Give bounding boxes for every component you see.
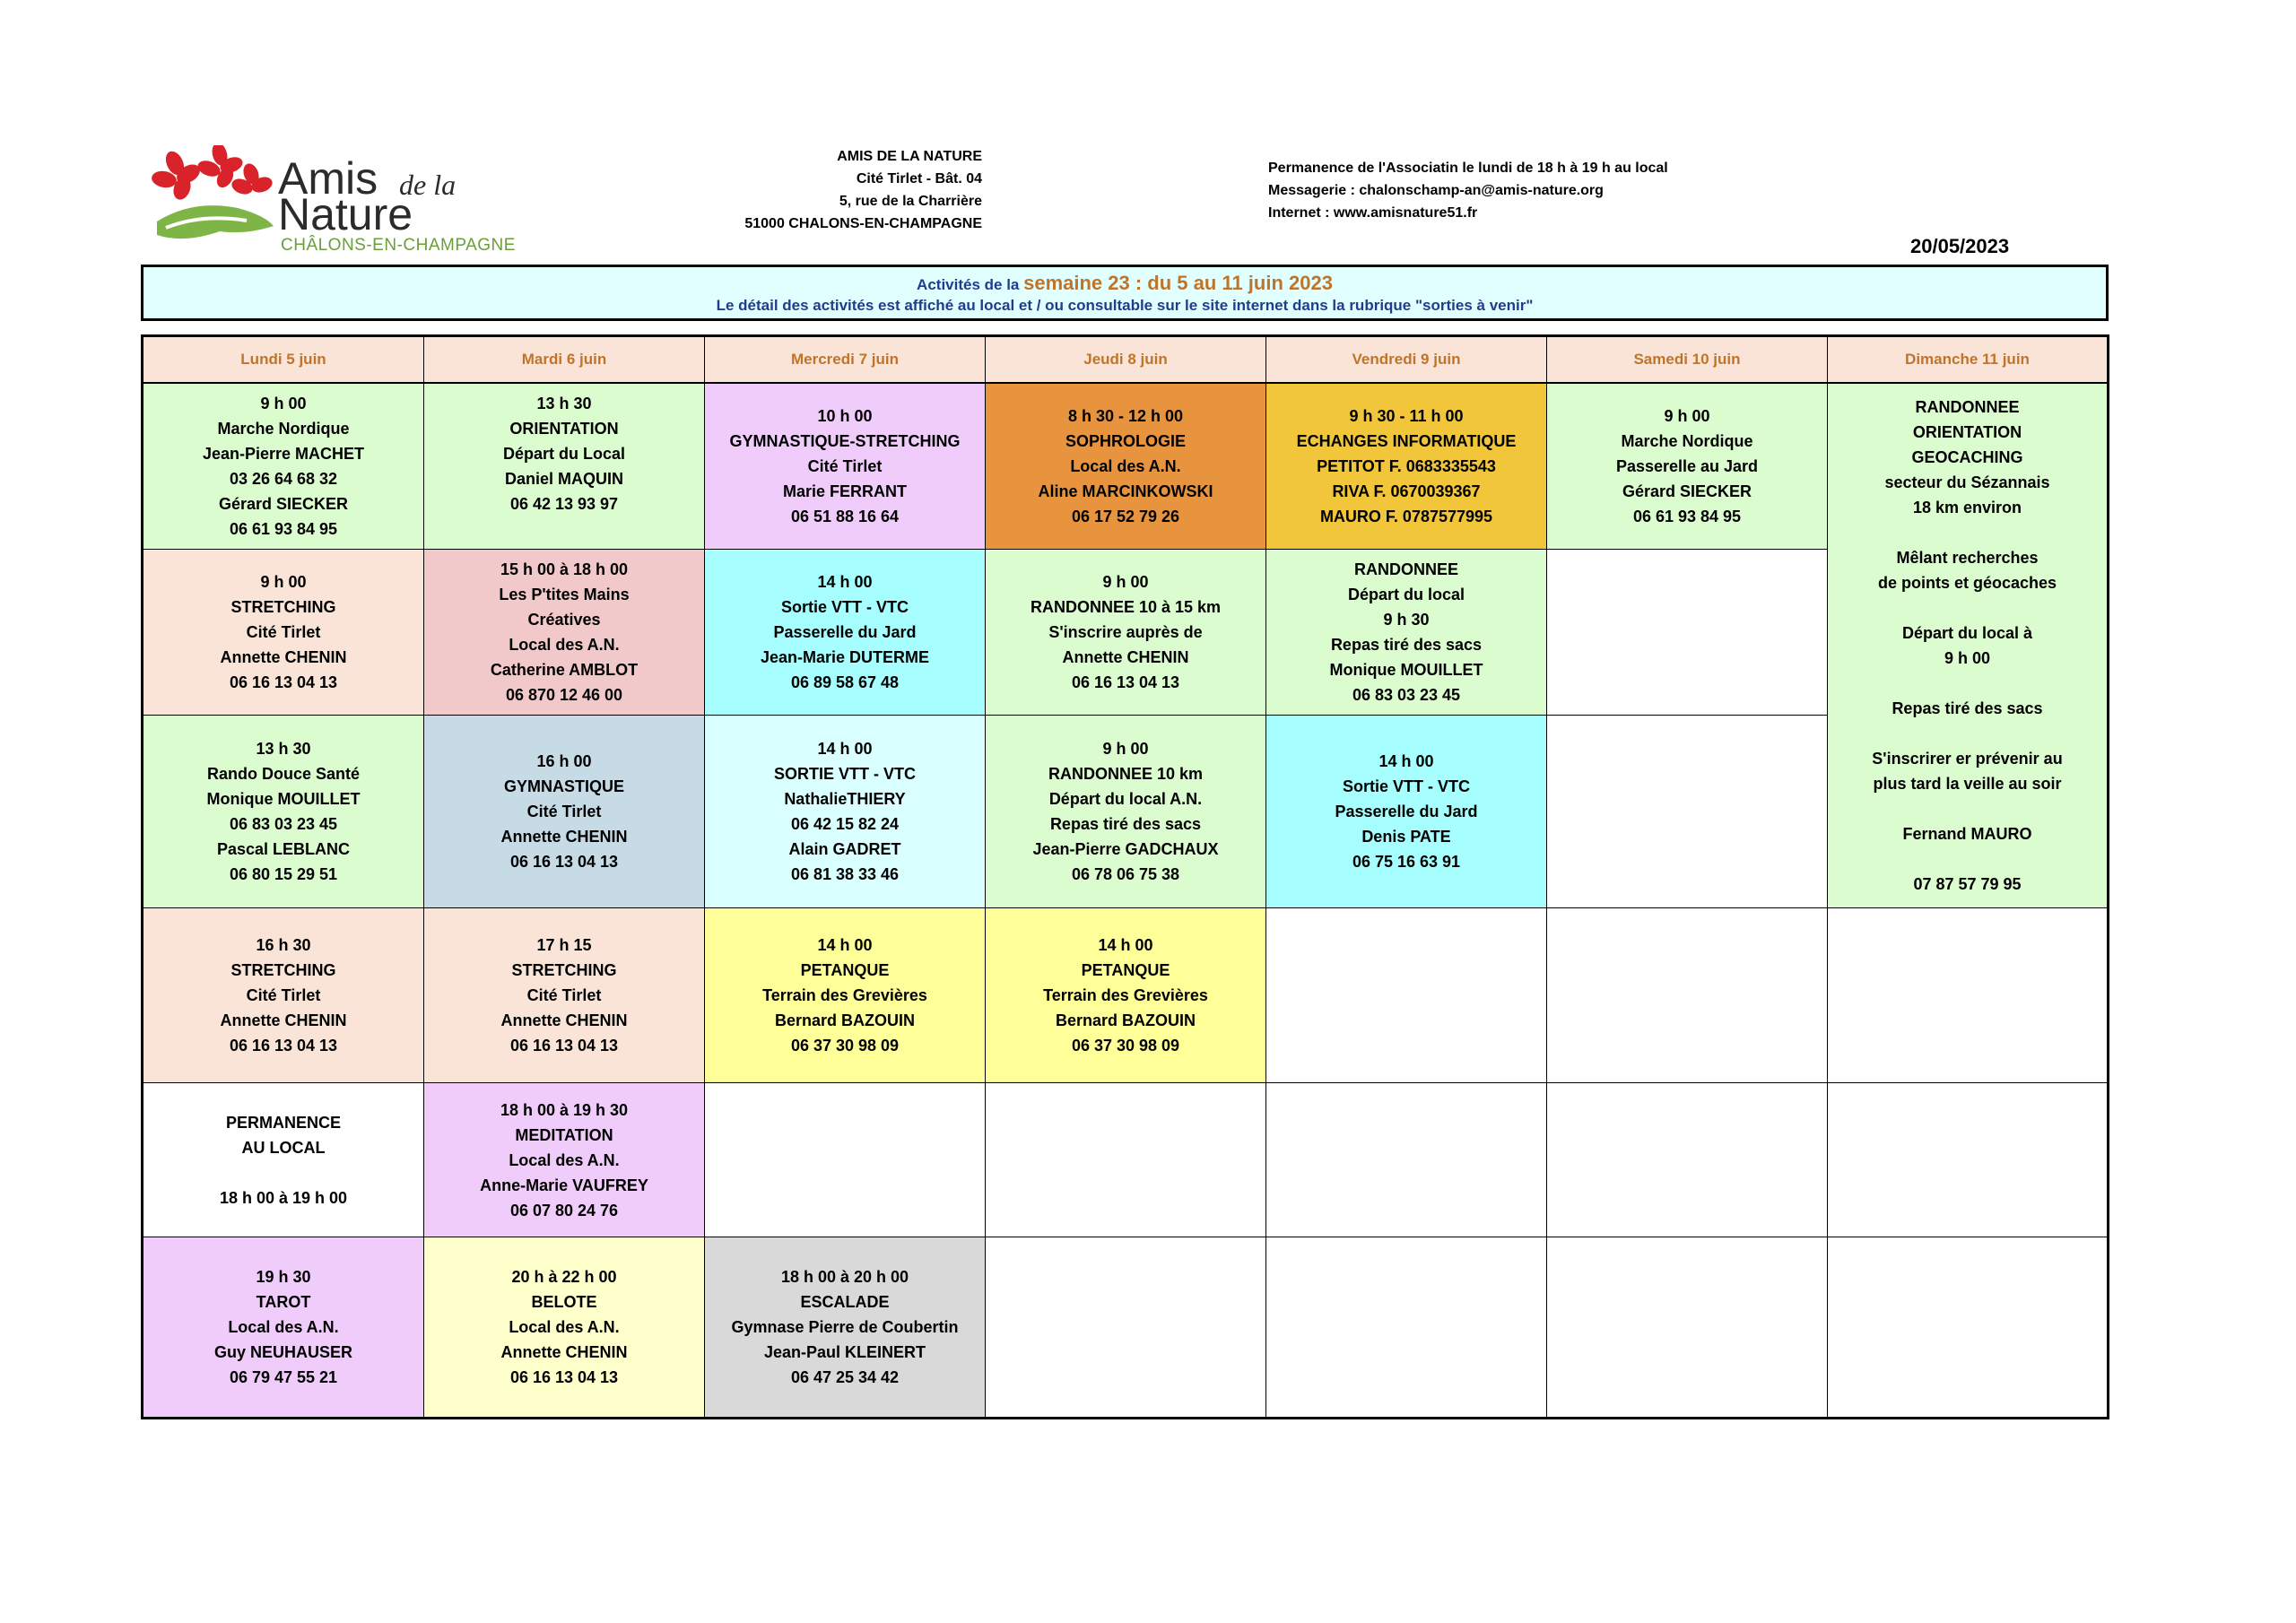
activity-line: 03 26 64 68 32 — [229, 470, 338, 488]
activity-line: PETANQUE — [1081, 961, 1170, 979]
activity-line: AU LOCAL — [241, 1138, 326, 1157]
activity-line: Cité Tirlet — [246, 986, 321, 1004]
day-header: Mardi 6 juin — [424, 337, 705, 384]
activity-line: Daniel MAQUIN — [504, 470, 623, 488]
activity-line: 19 h 30 — [256, 1268, 311, 1286]
logo-city: CHÂLONS-EN-CHAMPAGNE — [281, 236, 516, 255]
activity-cell — [144, 908, 424, 1083]
activity-line: 9 h 00 — [1102, 740, 1149, 758]
activity-line: Départ du local A.N. — [1048, 790, 1203, 808]
banner-week: semaine 23 : du 5 au 11 juin 2023 — [1023, 272, 1333, 294]
activity-line: STRETCHING — [230, 598, 336, 616]
logo — [139, 145, 543, 257]
activity-line: 16 h 00 — [536, 752, 592, 770]
activity-line: GYMNASTIQUE — [503, 777, 624, 795]
activity-line: Repas tiré des sacs — [1049, 815, 1202, 833]
activity-line: 18 h 00 à 19 h 00 — [219, 1188, 348, 1207]
logo-nature: Nature — [278, 189, 413, 239]
activity-line: 14 h 00 — [1098, 936, 1153, 954]
day-header: Samedi 10 juin — [1547, 337, 1828, 384]
activity-line: Annette CHENIN — [220, 1011, 347, 1029]
activity-line: 06 16 13 04 13 — [229, 1037, 338, 1055]
activity-line: STRETCHING — [230, 961, 336, 979]
activity-cell — [1266, 1083, 1547, 1237]
activity-line: 9 h 30 — [1383, 611, 1430, 629]
activity-line: Jean-Paul KLEINERT — [763, 1343, 926, 1361]
activity-line: 20 h à 22 h 00 — [511, 1268, 617, 1286]
activity-line: 06 51 88 16 64 — [790, 508, 900, 525]
activity-line: 06 16 13 04 13 — [1071, 673, 1180, 691]
activity-line: Gérard SIECKER — [218, 495, 349, 513]
activity-line: Local des A.N. — [509, 1150, 620, 1169]
activity-line: 06 80 15 29 51 — [229, 865, 338, 883]
activity-line: Annette CHENIN — [500, 1011, 628, 1029]
activity-line: Jean-Pierre GADCHAUX — [1032, 840, 1219, 858]
activity-line: Bernard BAZOUIN — [1055, 1011, 1196, 1029]
activity-line: 06 83 03 23 45 — [1352, 686, 1461, 704]
activity-line: Local des A.N. — [228, 1318, 339, 1336]
activity-line: 06 78 06 75 38 — [1071, 865, 1180, 883]
activity-line: 06 42 15 82 24 — [790, 815, 900, 833]
activity-cell — [705, 384, 986, 550]
activity-line: Repas tiré des sacs — [1892, 699, 2043, 717]
activity-line: SOPHROLOGIE — [1065, 432, 1186, 450]
activity-line: GEOCACHING — [1911, 448, 2023, 466]
contact-line: Internet : www.amisnature51.fr — [1268, 205, 1478, 221]
activity-line: 06 07 80 24 76 — [509, 1201, 619, 1219]
activity-line: Départ du local — [1347, 586, 1465, 603]
activity-line: 06 16 13 04 13 — [509, 1368, 619, 1386]
activity-line: 06 83 03 23 45 — [229, 815, 338, 833]
activity-line: Alain GADRET — [788, 840, 901, 858]
activity-line: 14 h 00 — [817, 740, 873, 758]
activity-line: 9 h 00 — [260, 395, 307, 412]
activity-line: 16 h 30 — [256, 936, 311, 954]
activity-line: 06 17 52 79 26 — [1071, 508, 1180, 525]
activity-cell — [1828, 1237, 2107, 1417]
activity-cell — [1266, 716, 1547, 908]
activity-line: 9 h 00 — [1944, 649, 1991, 667]
day-header: Mercredi 7 juin — [705, 337, 986, 384]
activity-cell — [424, 908, 705, 1083]
activity-cell — [1547, 550, 1828, 716]
activity-line: PETANQUE — [800, 961, 890, 979]
document-date: 20/05/2023 — [1910, 235, 2010, 257]
activity-line: Aline MARCINKOWSKI — [1038, 482, 1213, 500]
activity-line: Sortie VTT - VTC — [1342, 777, 1470, 795]
activity-line: MEDITATION — [515, 1125, 613, 1144]
activity-line: Départ du Local — [502, 445, 626, 463]
activity-cell — [1547, 1083, 1828, 1237]
day-header: Vendredi 9 juin — [1266, 337, 1547, 384]
activity-cell — [1266, 908, 1547, 1083]
activity-line: 13 h 30 — [536, 395, 592, 412]
activity-line: Jean-Pierre MACHET — [202, 445, 365, 463]
activity-line: Annette CHENIN — [1062, 648, 1189, 666]
activity-cell — [705, 1237, 986, 1417]
activity-line: 06 37 30 98 09 — [1071, 1037, 1180, 1055]
activity-line: Annette CHENIN — [220, 648, 347, 666]
activity-cell — [705, 550, 986, 716]
activity-line: PETITOT F. 0683335543 — [1317, 457, 1496, 475]
activity-line: MAURO F. 0787577995 — [1319, 508, 1493, 525]
activity-line: Annette CHENIN — [500, 1343, 628, 1361]
activity-cell — [1547, 908, 1828, 1083]
activity-line: Créatives — [527, 611, 601, 629]
activity-cell — [1266, 550, 1547, 716]
activity-cell — [424, 1237, 705, 1417]
activity-cell — [1266, 1237, 1547, 1417]
activity-line: Départ du local à — [1901, 624, 2033, 642]
activity-line: 15 h 00 à 18 h 00 — [500, 560, 629, 578]
association-address — [646, 145, 982, 235]
contact-line: Messagerie : chalonschamp-an@amis-nature.org — [1268, 183, 1604, 198]
activity-line: Monique MOUILLET — [1329, 661, 1483, 679]
activity-line: 06 16 13 04 13 — [229, 673, 338, 691]
activity-line: RANDONNEE 10 km — [1048, 765, 1204, 783]
activity-line: Mêlant recherches — [1896, 549, 2039, 567]
activity-line: 9 h 00 — [260, 573, 307, 591]
activity-line: Marche Nordique — [217, 420, 350, 438]
day-header: Lundi 5 juin — [144, 337, 424, 384]
activity-line: 8 h 30 - 12 h 00 — [1067, 407, 1184, 425]
activity-line: Repas tiré des sacs — [1330, 636, 1483, 654]
week-banner — [141, 265, 2109, 321]
banner-prefix: Activités de la — [917, 276, 1024, 293]
activity-cell — [424, 384, 705, 550]
activity-cell — [705, 1083, 986, 1237]
activity-line: ORIENTATION — [1912, 423, 2022, 441]
contact-line: Permanence de l'Associatin le lundi de 18 h à 19 h au local — [1268, 161, 1668, 176]
activity-line: 06 81 38 33 46 — [790, 865, 900, 883]
activity-line: RANDONNEE — [1353, 560, 1458, 578]
activity-line: 17 h 15 — [536, 936, 592, 954]
association-contact — [1268, 157, 1668, 224]
activity-line: STRETCHING — [511, 961, 617, 979]
activity-line: ESCALADE — [800, 1293, 890, 1311]
activity-cell — [1828, 908, 2107, 1083]
activity-line: 18 h 00 à 19 h 30 — [500, 1100, 629, 1119]
activity-cell — [1547, 1237, 1828, 1417]
activity-cell — [986, 550, 1266, 716]
activity-line: Cité Tirlet — [807, 457, 883, 475]
activity-line: Anne-Marie VAUFREY — [480, 1176, 648, 1194]
activity-line: 10 h 00 — [817, 407, 873, 425]
activity-line: Monique MOUILLET — [206, 790, 361, 808]
activity-line: ORIENTATION — [509, 420, 619, 438]
flowers-hands-icon — [139, 145, 283, 257]
activity-line: Pascal LEBLANC — [216, 840, 351, 858]
activity-line: GYMNASTIQUE-STRETCHING — [729, 432, 961, 450]
activity-line: 06 16 13 04 13 — [509, 853, 619, 871]
activity-line: PERMANENCE — [225, 1113, 341, 1132]
activity-line: 13 h 30 — [256, 740, 311, 758]
activity-line: RANDONNEE — [1915, 398, 2020, 416]
activity-line: Jean-Marie DUTERME — [760, 648, 930, 666]
activity-line: 06 16 13 04 13 — [509, 1037, 619, 1055]
activity-line: TAROT — [256, 1293, 311, 1311]
activity-line: Gymnase Pierre de Coubertin — [731, 1318, 959, 1336]
banner-title — [144, 273, 2106, 296]
activity-cell — [144, 384, 424, 550]
activity-line: 14 h 00 — [817, 573, 873, 591]
activity-line: Cité Tirlet — [526, 986, 602, 1004]
activity-cell — [986, 1237, 1266, 1417]
address-line: 5, rue de la Charrière — [839, 194, 982, 209]
banner-detail: Le détail des activités est affiché au local et / ou consultable sur le site internet dans la rubrique "sorties à venir" — [716, 297, 1534, 314]
activity-cell — [705, 716, 986, 908]
activity-cell — [986, 384, 1266, 550]
activity-line: Catherine AMBLOT — [490, 661, 639, 679]
activity-cell — [986, 716, 1266, 908]
activity-cell — [986, 908, 1266, 1083]
activity-cell — [1547, 716, 1828, 908]
address-line: 51000 CHALONS-EN-CHAMPAGNE — [744, 216, 982, 231]
activity-cell — [705, 908, 986, 1083]
activity-cell — [144, 716, 424, 908]
activity-line: 9 h 00 — [1664, 407, 1710, 425]
activity-line: 14 h 00 — [817, 936, 873, 954]
activity-line: 9 h 00 — [1102, 573, 1149, 591]
activity-line: Denis PATE — [1361, 828, 1451, 846]
activity-line: Bernard BAZOUIN — [774, 1011, 915, 1029]
activity-line: Local des A.N. — [509, 1318, 620, 1336]
activity-cell — [1547, 384, 1828, 550]
activity-line: 06 37 30 98 09 — [790, 1037, 900, 1055]
schedule-grid — [141, 334, 2109, 1419]
activity-cell — [424, 1083, 705, 1237]
activity-line: 06 61 93 84 95 — [229, 520, 338, 538]
logo-amis: Amis — [278, 153, 378, 204]
activity-cell — [1266, 384, 1547, 550]
activity-line: de points et géocaches — [1877, 574, 2057, 592]
address-line: Cité Tirlet - Bât. 04 — [856, 171, 982, 187]
activity-line: 18 h 00 à 20 h 00 — [780, 1268, 909, 1286]
activity-cell — [424, 550, 705, 716]
activity-line: Terrain des Grevières — [762, 986, 927, 1004]
activity-line: 07 87 57 79 95 — [1913, 875, 2022, 893]
sunday-activity-cell — [1828, 384, 2107, 908]
activity-cell — [144, 550, 424, 716]
activity-line: SORTIE VTT - VTC — [773, 765, 916, 783]
activity-line: 06 75 16 63 91 — [1352, 853, 1461, 871]
activity-line: 06 61 93 84 95 — [1632, 508, 1742, 525]
activity-line: 06 42 13 93 97 — [509, 495, 619, 513]
activity-line: Local des A.N. — [1070, 457, 1181, 475]
activity-line: Fernand MAURO — [1902, 825, 2032, 843]
activity-line: Passerelle du Jard — [773, 623, 917, 641]
activity-line: S'inscrirer er prévenir au — [1872, 750, 2063, 768]
activity-line: Les P'tites Mains — [499, 586, 630, 603]
activity-line: 14 h 00 — [1378, 752, 1434, 770]
day-header: Jeudi 8 juin — [986, 337, 1266, 384]
activity-line: Annette CHENIN — [500, 828, 628, 846]
activity-cell — [986, 1083, 1266, 1237]
activity-line: BELOTE — [531, 1293, 597, 1311]
activity-line: Terrain des Grevières — [1043, 986, 1208, 1004]
activity-line: Cité Tirlet — [526, 803, 602, 820]
activity-line: Marie FERRANT — [782, 482, 907, 500]
activity-line: Guy NEUHAUSER — [213, 1343, 353, 1361]
activity-line: secteur du Sézannais — [1884, 473, 2050, 491]
activity-line: Cité Tirlet — [246, 623, 321, 641]
activity-line: NathalieTHIERY — [784, 790, 906, 808]
activity-line: Passerelle au Jard — [1615, 457, 1759, 475]
activity-line: 06 89 58 67 48 — [790, 673, 900, 691]
activity-line: 9 h 30 - 11 h 00 — [1349, 407, 1464, 425]
activity-line: Sortie VTT - VTC — [780, 598, 909, 616]
activity-line: Passerelle du Jard — [1335, 803, 1478, 820]
activity-line: RIVA F. 0670039367 — [1332, 482, 1481, 500]
activity-cell — [424, 716, 705, 908]
activity-line: plus tard la veille au soir — [1873, 775, 2062, 793]
activity-line: S'inscrire auprès de — [1048, 623, 1203, 641]
activity-line: 18 km environ — [1912, 499, 2022, 516]
day-header: Dimanche 11 juin — [1828, 337, 2107, 384]
logo-de-la: de la — [399, 169, 457, 201]
activity-line: Local des A.N. — [509, 636, 620, 654]
activity-line: ECHANGES INFORMATIQUE — [1296, 432, 1517, 450]
activity-cell — [1828, 1083, 2107, 1237]
activity-line: 06 79 47 55 21 — [229, 1368, 338, 1386]
address-line: AMIS DE LA NATURE — [837, 149, 982, 164]
activity-line: 06 47 25 34 42 — [790, 1368, 900, 1386]
activity-cell — [144, 1237, 424, 1417]
activity-line: RANDONNEE 10 à 15 km — [1030, 598, 1222, 616]
activity-line: 06 870 12 46 00 — [505, 686, 623, 704]
activity-line: Gérard SIECKER — [1622, 482, 1752, 500]
activity-line: Marche Nordique — [1621, 432, 1753, 450]
activity-line: Rando Douce Santé — [206, 765, 361, 783]
activity-cell — [144, 1083, 424, 1237]
